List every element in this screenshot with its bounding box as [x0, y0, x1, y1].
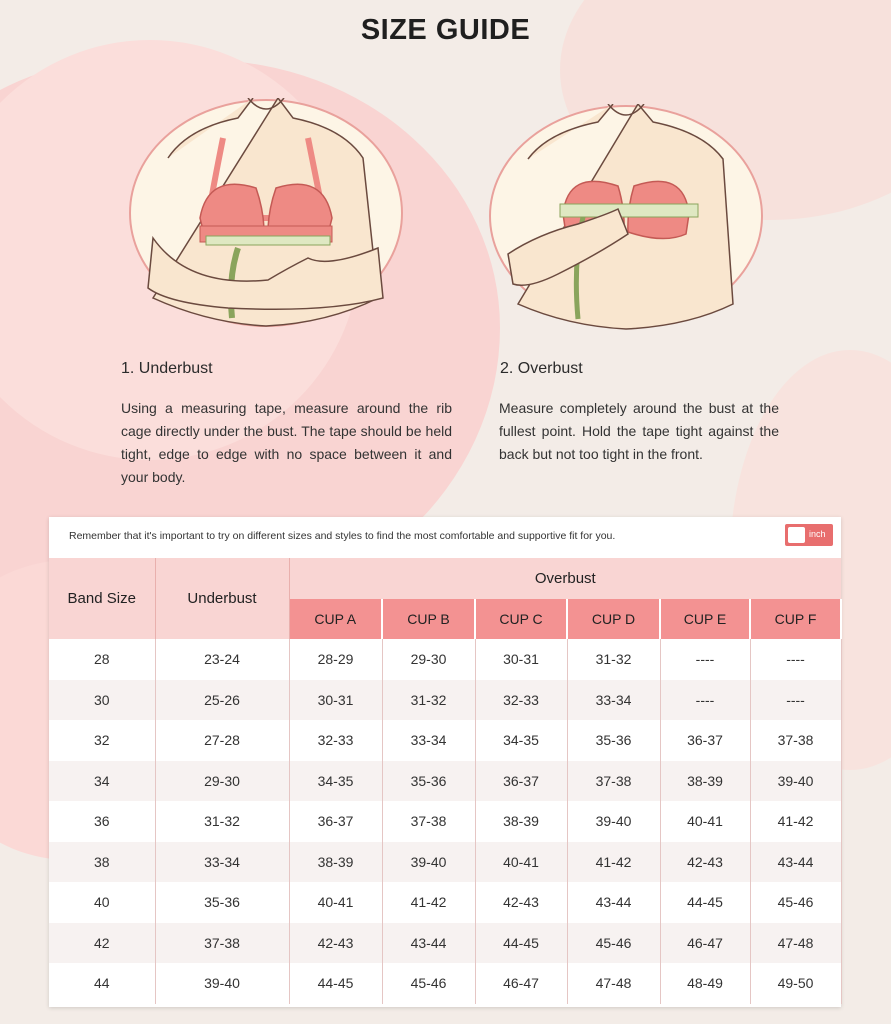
- overbust-cell: 33-34: [567, 680, 660, 721]
- column-header-cup: CUP A: [289, 599, 382, 639]
- overbust-cell: 40-41: [475, 842, 567, 883]
- unit-toggle[interactable]: [785, 524, 833, 546]
- overbust-cell: 36-37: [475, 761, 567, 802]
- underbust-cell: 31-32: [155, 801, 289, 842]
- band-size-cell: 34: [49, 761, 155, 802]
- fit-note: Remember that it's important to try on different sizes and styles to find the most comfortable and supportive fit for you.: [69, 530, 616, 542]
- step-heading-overbust: 2. Overbust: [500, 360, 583, 377]
- overbust-cell: 39-40: [382, 842, 475, 883]
- band-size-cell: 40: [49, 882, 155, 923]
- size-chart-card: [49, 517, 841, 1007]
- underbust-cell: 29-30: [155, 761, 289, 802]
- underbust-cell: 25-26: [155, 680, 289, 721]
- band-size-cell: 44: [49, 963, 155, 1004]
- overbust-cell: 31-32: [567, 639, 660, 680]
- overbust-cell: 44-45: [660, 882, 750, 923]
- overbust-cell: 36-37: [660, 720, 750, 761]
- overbust-cell: ----: [750, 639, 841, 680]
- overbust-cell: 30-31: [475, 639, 567, 680]
- overbust-cell: 46-47: [475, 963, 567, 1004]
- overbust-cell: 38-39: [475, 801, 567, 842]
- page-title: SIZE GUIDE: [360, 14, 531, 46]
- underbust-cell: 35-36: [155, 882, 289, 923]
- column-header-cup: CUP F: [750, 599, 841, 639]
- overbust-cell: 38-39: [660, 761, 750, 802]
- overbust-cell: 40-41: [289, 882, 382, 923]
- overbust-cell: 40-41: [660, 801, 750, 842]
- underbust-cell: 33-34: [155, 842, 289, 883]
- unit-toggle-label: inch: [809, 529, 826, 539]
- overbust-cell: ----: [660, 639, 750, 680]
- overbust-illustration: [488, 104, 764, 334]
- column-header-cup: CUP B: [382, 599, 475, 639]
- overbust-cell: 41-42: [567, 842, 660, 883]
- table-row: [49, 720, 841, 761]
- overbust-cell: 37-38: [382, 801, 475, 842]
- band-size-cell: 30: [49, 680, 155, 721]
- table-row: [49, 842, 841, 883]
- overbust-cell: 42-43: [475, 882, 567, 923]
- overbust-cell: 41-42: [382, 882, 475, 923]
- overbust-cell: 35-36: [567, 720, 660, 761]
- band-size-cell: 36: [49, 801, 155, 842]
- band-size-cell: 42: [49, 923, 155, 964]
- table-row: [49, 963, 841, 1004]
- overbust-cell: 44-45: [475, 923, 567, 964]
- overbust-cell: 34-35: [475, 720, 567, 761]
- overbust-cell: 43-44: [750, 842, 841, 883]
- step-text-underbust: Using a measuring tape, measure around the rib cage directly under the bust. The tape should be held tight, edge to edge with no space between it and your body.: [121, 400, 452, 485]
- column-header-cup: CUP C: [475, 599, 567, 639]
- underbust-cell: 37-38: [155, 923, 289, 964]
- column-header-cup: CUP D: [567, 599, 660, 639]
- overbust-cell: 32-33: [289, 720, 382, 761]
- table-row: [49, 639, 841, 680]
- overbust-cell: 46-47: [660, 923, 750, 964]
- underbust-cell: 23-24: [155, 639, 289, 680]
- size-table: [49, 558, 842, 1004]
- band-size-cell: 28: [49, 639, 155, 680]
- overbust-cell: 48-49: [660, 963, 750, 1004]
- overbust-cell: 29-30: [382, 639, 475, 680]
- overbust-cell: 47-48: [750, 923, 841, 964]
- step-heading-underbust: 1. Underbust: [121, 360, 213, 377]
- band-size-cell: 38: [49, 842, 155, 883]
- overbust-cell: 33-34: [382, 720, 475, 761]
- column-header-band-size: Band Size: [49, 558, 155, 639]
- column-group-overbust: Overbust: [289, 558, 841, 599]
- underbust-illustration: [128, 98, 404, 328]
- overbust-cell: 43-44: [567, 882, 660, 923]
- overbust-cell: 47-48: [567, 963, 660, 1004]
- overbust-cell: 34-35: [289, 761, 382, 802]
- overbust-cell: 45-46: [567, 923, 660, 964]
- overbust-cell: 42-43: [289, 923, 382, 964]
- overbust-cell: ----: [660, 680, 750, 721]
- underbust-cell: 39-40: [155, 963, 289, 1004]
- overbust-cell: 35-36: [382, 761, 475, 802]
- step-text-overbust: Measure completely around the bust at the fullest point. Hold the tape tight against the back but not too tight in the front.: [499, 400, 779, 462]
- overbust-cell: 32-33: [475, 680, 567, 721]
- table-row: [49, 680, 841, 721]
- overbust-cell: 45-46: [382, 963, 475, 1004]
- table-row: [49, 923, 841, 964]
- overbust-cell: ----: [750, 680, 841, 721]
- column-header-underbust: Underbust: [155, 558, 289, 639]
- overbust-cell: 39-40: [750, 761, 841, 802]
- overbust-cell: 45-46: [750, 882, 841, 923]
- overbust-cell: 41-42: [750, 801, 841, 842]
- overbust-cell: 37-38: [567, 761, 660, 802]
- toggle-knob: [788, 527, 805, 543]
- table-row: [49, 761, 841, 802]
- overbust-cell: 39-40: [567, 801, 660, 842]
- overbust-cell: 38-39: [289, 842, 382, 883]
- overbust-cell: 42-43: [660, 842, 750, 883]
- underbust-cell: 27-28: [155, 720, 289, 761]
- overbust-cell: 36-37: [289, 801, 382, 842]
- overbust-cell: 43-44: [382, 923, 475, 964]
- overbust-cell: 30-31: [289, 680, 382, 721]
- overbust-cell: 37-38: [750, 720, 841, 761]
- overbust-cell: 31-32: [382, 680, 475, 721]
- overbust-cell: 28-29: [289, 639, 382, 680]
- table-row: [49, 801, 841, 842]
- overbust-cell: 49-50: [750, 963, 841, 1004]
- band-size-cell: 32: [49, 720, 155, 761]
- column-header-cup: CUP E: [660, 599, 750, 639]
- overbust-cell: 44-45: [289, 963, 382, 1004]
- table-row: [49, 882, 841, 923]
